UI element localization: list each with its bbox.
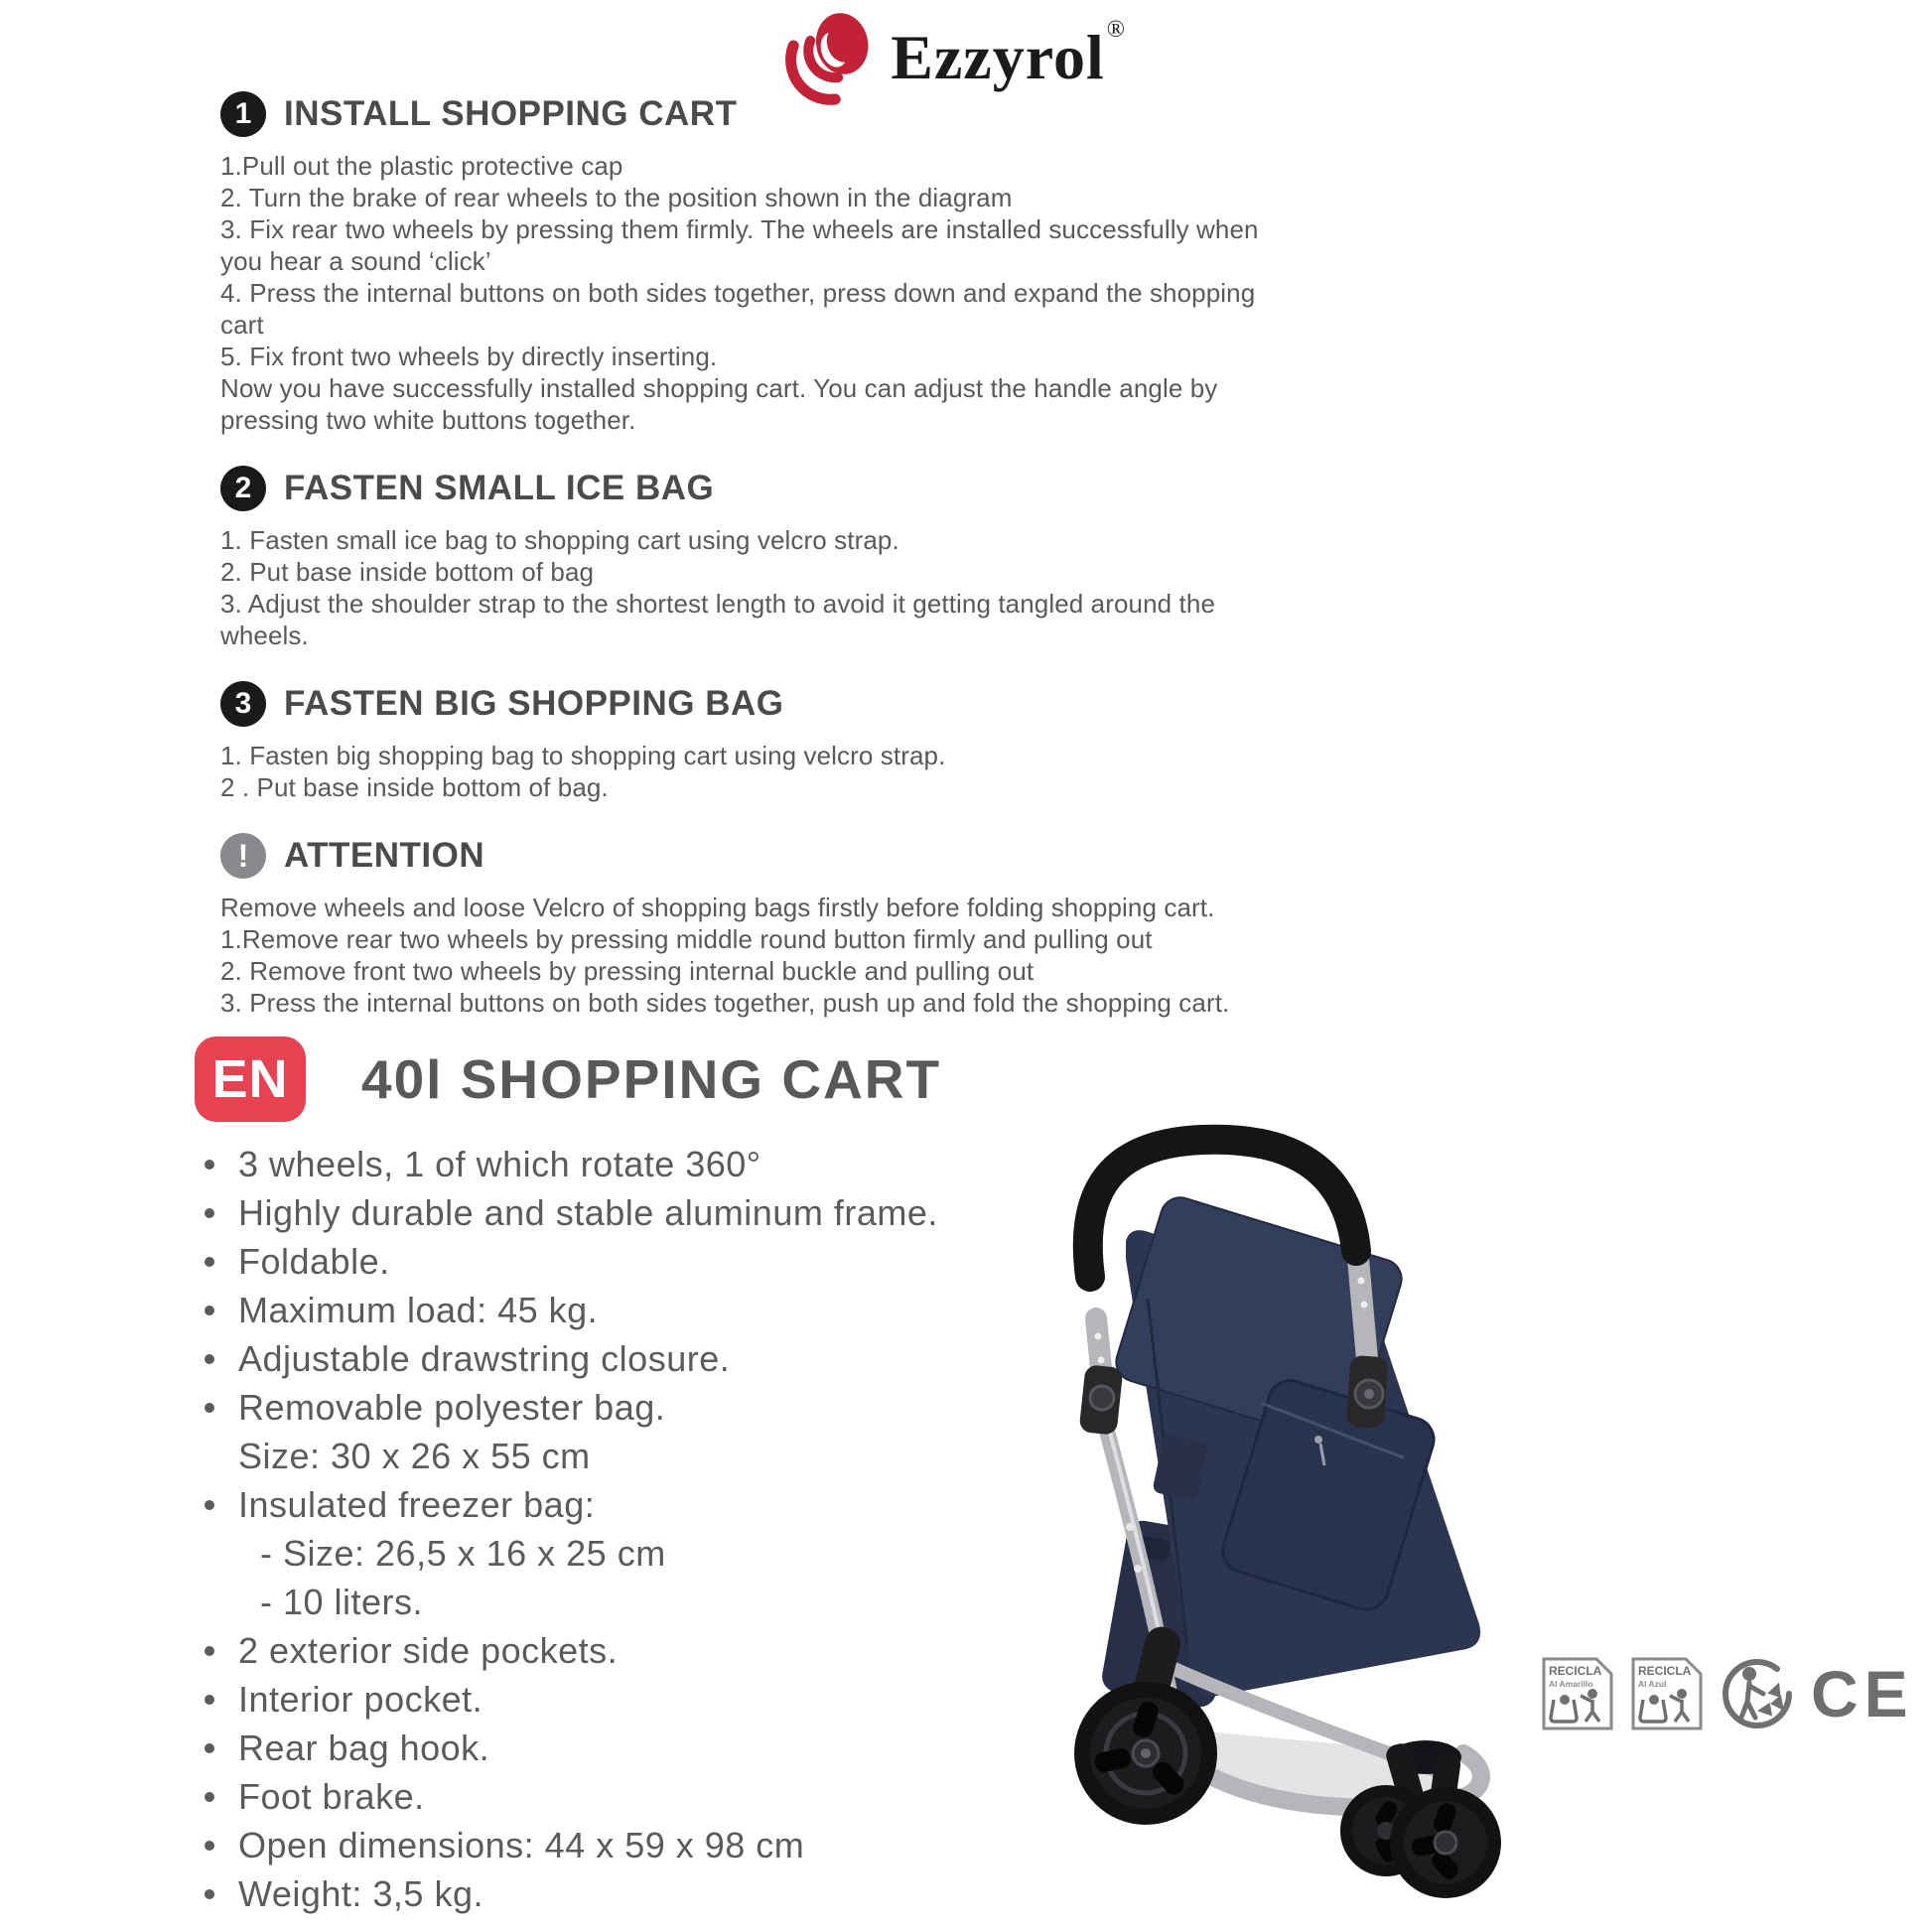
list-subitem (197, 1578, 1070, 1626)
bullet-dot (205, 1500, 214, 1510)
registered-trademark-symbol: ® (1106, 17, 1125, 43)
section-1-title: INSTALL SHOPPING CART (284, 94, 738, 133)
recicla-label: RECICLA (1549, 1664, 1602, 1678)
bullet-dot (205, 1646, 214, 1656)
certification-icons (1541, 1656, 1928, 1731)
bullet-dot (205, 1306, 214, 1315)
feature-text: Interior pocket. (238, 1679, 483, 1720)
step-text: 1. Fasten big shopping bag to shopping cart using velcro strap. (220, 741, 946, 770)
feature-text: Highly durable and stable aluminum frame. (238, 1192, 938, 1233)
list-item (197, 1675, 1070, 1724)
section-1-header (220, 91, 1288, 137)
attention-title: ATTENTION (284, 836, 485, 875)
bullet-dot (205, 1208, 214, 1218)
rear-wheel (1074, 1682, 1217, 1825)
attention-text: Remove wheels and loose Velcro of shopping bags firstly before folding shopping cart. (220, 893, 1215, 922)
language-en-badge: EN (195, 1036, 306, 1122)
step-text: 2 . Put base inside bottom of bag. (220, 772, 609, 802)
feature-text: 2 exterior side pockets. (238, 1630, 619, 1671)
bullet-dot (205, 1743, 214, 1753)
list-item (197, 1869, 1070, 1918)
step-text: Now you have successfully installed shopping cart. You can adjust the handle angle by pressing two white buttons together. (220, 373, 1218, 435)
section-attention (220, 833, 1288, 1019)
ce-mark-icon (1811, 1659, 1928, 1728)
section-2-header (220, 466, 1288, 511)
attention-text: 2. Remove front two wheels by pressing internal buckle and pulling out (220, 956, 1035, 986)
list-item (197, 1334, 1070, 1383)
section-3-title: FASTEN BIG SHOPPING BAG (284, 684, 784, 723)
ce-label: CE (1811, 1659, 1914, 1728)
feature-text: Insulated freezer bag: (238, 1484, 596, 1525)
bullet-dot (205, 1792, 214, 1802)
number-1-badge-icon: 1 (220, 91, 266, 137)
triman-recycling-icon (1720, 1656, 1795, 1731)
recicla-azul-icon (1630, 1656, 1704, 1731)
shopping-cart-product-image (1038, 1110, 1535, 1926)
step-text: 3. Fix rear two wheels by pressing them firmly. The wheels are installed successfully when you hear a sound ‘click’ (220, 214, 1259, 276)
feature-text: - Size: 26,5 x 16 x 25 cm (260, 1533, 666, 1574)
step-text: 3. Adjust the shoulder strap to the shortest length to avoid it getting tangled around the wheels. (220, 589, 1216, 650)
exclamation-icon: ! (220, 833, 266, 879)
feature-text: Rear bag hook. (238, 1727, 490, 1768)
product-title: 40l SHOPPING CART (361, 1048, 942, 1110)
feature-text: Removable polyester bag. (238, 1387, 666, 1428)
number-3-badge-icon: 3 (220, 681, 266, 727)
recicla-label: RECICLA (1638, 1664, 1692, 1678)
feature-text: Foot brake. (238, 1776, 425, 1817)
recicla-amarillo-icon (1541, 1656, 1614, 1731)
bullet-dot (205, 1695, 214, 1705)
list-item (197, 1188, 1070, 1237)
feature-text: Size: 30 x 26 x 55 cm (238, 1436, 591, 1476)
brand-name: Ezzyrol (891, 22, 1105, 92)
bullet-dot (205, 1403, 214, 1413)
product-title-row (195, 1036, 941, 1122)
feature-text: Weight: 3,5 kg. (238, 1873, 483, 1914)
list-item (197, 1626, 1070, 1675)
attention-header (220, 833, 1288, 879)
list-item (197, 1724, 1070, 1772)
section-install-shopping-cart (220, 91, 1288, 436)
recicla-sublabel: Al Amarillo (1549, 1679, 1593, 1689)
section-3-header (220, 681, 1288, 727)
list-item (197, 1383, 1070, 1432)
bullet-dot (205, 1889, 214, 1899)
number-2-badge-icon: 2 (220, 466, 266, 511)
list-item (197, 1140, 1070, 1188)
step-text: 2. Turn the brake of rear wheels to the position shown in the diagram (220, 183, 1013, 212)
bullet-dot (205, 1841, 214, 1851)
instructions-column (220, 91, 1288, 1048)
step-text: 5. Fix front two wheels by directly inserting. (220, 342, 718, 371)
step-text: 4. Press the internal buttons on both sides together, press down and expand the shopping cart (220, 278, 1256, 340)
feature-text: Open dimensions: 44 x 59 x 98 cm (238, 1825, 805, 1865)
recicla-sublabel: Al Azul (1638, 1679, 1667, 1689)
feature-text: Foldable. (238, 1241, 390, 1282)
feature-text: Adjustable drawstring closure. (238, 1338, 731, 1379)
attention-text: 3. Press the internal buttons on both sides together, push up and fold the shopping cart. (220, 988, 1230, 1018)
bullet-dot (205, 1354, 214, 1364)
list-item (197, 1237, 1070, 1286)
step-text: 2. Put base inside bottom of bag (220, 557, 595, 587)
step-text: 1.Pull out the plastic protective cap (220, 151, 623, 181)
step-text: 1. Fasten small ice bag to shopping cart using velcro strap. (220, 525, 899, 555)
section-2-title: FASTEN SMALL ICE BAG (284, 469, 715, 507)
feature-list (197, 1140, 1070, 1918)
list-item (197, 1821, 1070, 1869)
section-fasten-small-ice-bag (220, 466, 1288, 651)
feature-text: Maximum load: 45 kg. (238, 1290, 599, 1330)
list-item (197, 1772, 1070, 1821)
feature-text: 3 wheels, 1 of which rotate 360° (238, 1144, 761, 1184)
section-fasten-big-shopping-bag (220, 681, 1288, 803)
list-item-continuation (197, 1432, 1070, 1480)
attention-text: 1.Remove rear two wheels by pressing middle round button firmly and pulling out (220, 924, 1153, 954)
bullet-dot (205, 1160, 214, 1170)
feature-text: - 10 liters. (260, 1582, 424, 1622)
list-item (197, 1286, 1070, 1334)
list-item (197, 1480, 1070, 1529)
bullet-dot (205, 1257, 214, 1267)
list-subitem (197, 1529, 1070, 1578)
